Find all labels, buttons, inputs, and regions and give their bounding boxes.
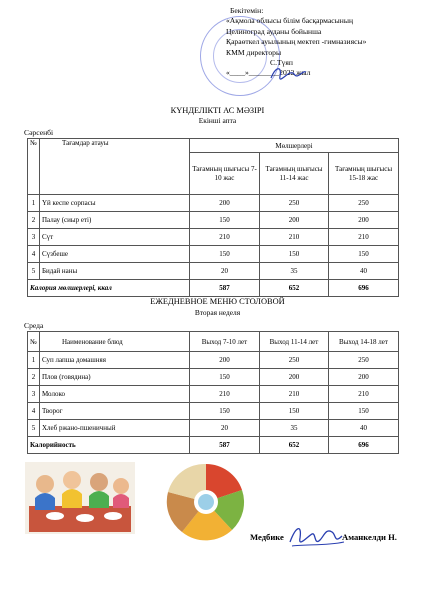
row-value: 20 (190, 420, 260, 437)
row-value: 200 (260, 212, 329, 229)
table-header-row (28, 332, 399, 352)
row-value: 210 (260, 386, 329, 403)
approval-line: КММ директоры (226, 47, 282, 57)
ru-menu-title: ЕЖЕДНЕВНОЕ МЕНЮ СТОЛОВОЙ (150, 297, 285, 306)
table-row (28, 420, 399, 437)
row-name: Молоко (40, 386, 190, 403)
kk-header-name: Тағамдар атауы (40, 139, 190, 195)
kk-menu-title: КҮНДЕЛІКТІ АС МӘЗІРІ (170, 106, 265, 115)
row-value: 200 (260, 369, 329, 386)
row-value: 35 (260, 263, 329, 280)
children-eating-illustration-icon (25, 462, 135, 534)
table-header-row (28, 139, 399, 153)
kk-header-age1: Тағамның шығысы 7-10 жас (190, 153, 260, 195)
row-value: 150 (329, 403, 399, 420)
row-value: 150 (190, 246, 260, 263)
table-total-row (28, 280, 399, 297)
row-num: 1 (28, 195, 40, 212)
total-label: Калория мөлшерлері, ккал (28, 280, 190, 297)
ru-header-name: Наименование блюд (40, 332, 190, 352)
table-row (28, 352, 399, 369)
row-num: 2 (28, 212, 40, 229)
row-num: 2 (28, 369, 40, 386)
nurse-name: Аманкелди Н. (342, 532, 397, 542)
row-value: 150 (260, 403, 329, 420)
row-name: Бидай наны (40, 263, 190, 280)
ru-header-age1: Выход 7-10 лет (190, 332, 260, 352)
approval-line: С.Түяп (270, 58, 293, 68)
approval-line: «Ақмола облысы білім басқармасының (226, 16, 354, 26)
row-value: 200 (190, 352, 260, 369)
row-value: 150 (190, 403, 260, 420)
approval-date: «____»________2022 жыл (226, 68, 311, 78)
total-value: 652 (260, 437, 329, 454)
row-num: 3 (28, 229, 40, 246)
ru-menu-table (27, 331, 399, 454)
table-row (28, 403, 399, 420)
total-value: 652 (260, 280, 329, 297)
kk-menu-subtitle: Екінші апта (198, 116, 237, 125)
row-name: Плов (говядина) (40, 369, 190, 386)
kk-header-amounts: Мөлшерлері (190, 139, 399, 153)
healthy-food-plate-icon (152, 462, 260, 542)
kk-header-num: № (28, 139, 40, 195)
ru-header-age2: Выход 11-14 лет (260, 332, 329, 352)
row-value: 210 (190, 386, 260, 403)
row-value: 210 (260, 229, 329, 246)
row-name: Суп лапша домашняя (40, 352, 190, 369)
row-value: 40 (329, 263, 399, 280)
total-value: 587 (190, 437, 260, 454)
row-num: 4 (28, 403, 40, 420)
row-name: Сүт (40, 229, 190, 246)
kk-header-age2: Тағамның шығысы 11-14 жас (260, 153, 329, 195)
approval-line: Қараөткел ауылының мектеп -гимназиясы» (226, 37, 367, 47)
nurse-signature-icon (286, 516, 348, 554)
row-name: Творог (40, 403, 190, 420)
row-value: 150 (190, 212, 260, 229)
nurse-role-label: Медбике (250, 532, 284, 542)
row-value: 210 (329, 229, 399, 246)
ru-header-age3: Выход 14-18 лет (329, 332, 399, 352)
row-num: 1 (28, 352, 40, 369)
table-row (28, 263, 399, 280)
approval-block (226, 6, 431, 79)
row-value: 250 (260, 195, 329, 212)
row-name: Үй кеспе сорпасы (40, 195, 190, 212)
row-value: 210 (190, 229, 260, 246)
approval-title: Бекітемін: (230, 6, 264, 15)
row-num: 4 (28, 246, 40, 263)
row-value: 35 (260, 420, 329, 437)
approval-line: Целиноград ауданы бойынша (226, 26, 322, 36)
director-signature-icon (268, 62, 308, 84)
row-name: Сүзбеше (40, 246, 190, 263)
kk-day-label: Сәрсенбі (24, 128, 54, 137)
row-value: 200 (329, 369, 399, 386)
row-num: 5 (28, 420, 40, 437)
row-value: 150 (260, 246, 329, 263)
row-value: 250 (329, 195, 399, 212)
row-name: Хлеб ржано-пшеничный (40, 420, 190, 437)
table-row (28, 386, 399, 403)
row-name: Палау (сиыр еті) (40, 212, 190, 229)
ru-day-label: Среда (24, 321, 44, 330)
row-value: 200 (190, 195, 260, 212)
row-value: 150 (329, 246, 399, 263)
total-value: 587 (190, 280, 260, 297)
table-row (28, 246, 399, 263)
kk-header-age3: Тағамның шығысы 15-18 жас (329, 153, 399, 195)
ru-header-num: № (28, 332, 40, 352)
table-total-row (28, 437, 399, 454)
row-value: 40 (329, 420, 399, 437)
row-value: 250 (329, 352, 399, 369)
row-num: 5 (28, 263, 40, 280)
row-value: 210 (329, 386, 399, 403)
table-row (28, 229, 399, 246)
row-value: 250 (260, 352, 329, 369)
table-row (28, 195, 399, 212)
total-value: 696 (329, 280, 399, 297)
row-value: 200 (329, 212, 399, 229)
row-num: 3 (28, 386, 40, 403)
ru-menu-subtitle: Вторая неделя (194, 308, 241, 317)
table-row (28, 369, 399, 386)
kk-menu-table (27, 138, 399, 297)
row-value: 150 (190, 369, 260, 386)
total-label: Калорийность (28, 437, 190, 454)
table-row (28, 212, 399, 229)
total-value: 696 (329, 437, 399, 454)
row-value: 20 (190, 263, 260, 280)
